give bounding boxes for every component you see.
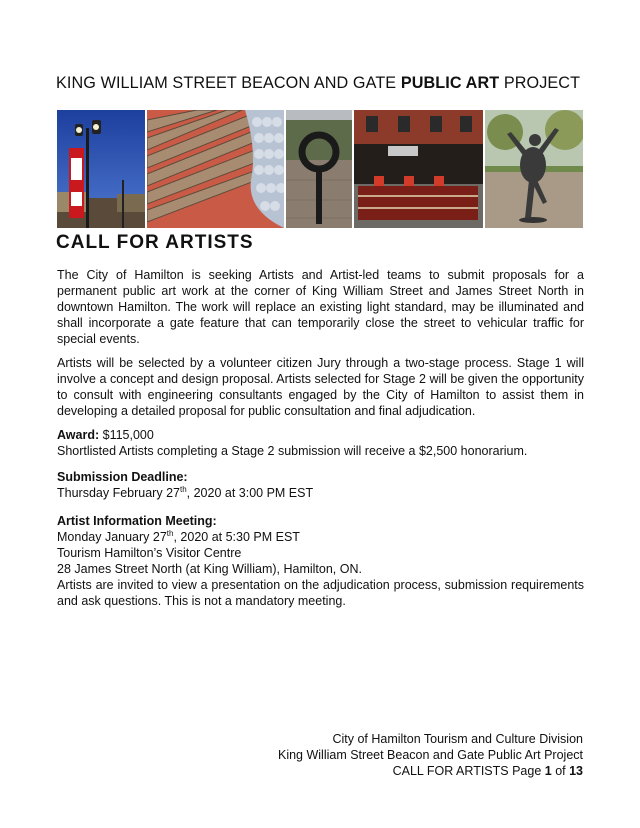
title-part1: KING WILLIAM STREET BEACON AND GATE: [56, 74, 401, 92]
award-section: [57, 427, 584, 459]
call-for-artists-heading: CALL FOR ARTISTS: [56, 232, 254, 253]
meeting-section: [57, 513, 584, 609]
ring-sculpture-photo: [286, 110, 352, 228]
deadline-label: Submission Deadline:: [57, 470, 188, 484]
deadline-section: [57, 469, 584, 501]
intro-paragraph-2: [57, 355, 584, 419]
photo-strip: [57, 110, 583, 228]
award-label: Award:: [57, 428, 100, 442]
footer-project: King William Street Beacon and Gate Public Art Project: [277, 748, 583, 762]
meeting-label: Artist Information Meeting:: [57, 514, 217, 528]
meeting-date: Monday January 27th, 2020 at 5:30 PM EST: [57, 528, 300, 544]
page-footer: [278, 731, 583, 779]
bench-sculpture-photo: [147, 110, 284, 228]
deadline-date: Thursday February 27th, 2020 at 3:00 PM EST: [57, 484, 314, 500]
footer-division: City of Hamilton Tourism and Culture Division: [332, 732, 583, 746]
paragraph-text: The City of Hamilton is seeking Artists and Artist-led teams to submit proposals for a permanent public art work at the corner of King William Street and James Street North in downtown Hamilton. The work will replace an existing light standard, may be illuminated and shall incorporate a gate feature that can temporarily close the street to vehicular traffic for special events.: [57, 268, 584, 346]
storefront-patio-photo: [354, 110, 483, 228]
title-part2: PROJECT: [499, 74, 581, 92]
award-value: $115,000: [99, 428, 154, 442]
document-title: [56, 74, 580, 93]
meeting-address: 28 James Street North (at King William), Hamilton, ON.: [57, 562, 362, 576]
intro-paragraph-1: [57, 267, 584, 347]
title-bold: PUBLIC ART: [400, 74, 500, 92]
award-note: Shortlisted Artists completing a Stage 2 submission will receive a $2,500 honorarium.: [57, 444, 528, 458]
footer-page-number: CALL FOR ARTISTS Page 1 of 13: [392, 764, 583, 778]
dancing-figure-photo: [485, 110, 583, 228]
paragraph-text: Artists will be selected by a volunteer citizen Jury through a two-stage process. Stage 1 will involve a concept and design proposal. Artists selected for Stage 2 will be given the opportunity to consult with engineering consultants engaged by the City of Hamilton to assist them in developing a detailed proposal for public consultation and final adjudication.: [57, 356, 584, 418]
street-lamp-photo: [57, 110, 145, 228]
meeting-note: Artists are invited to view a presentation on the adjudication process, submission requirements and ask questions. This is not a mandatory meeting.: [57, 578, 584, 608]
meeting-venue: Tourism Hamilton’s Visitor Centre: [57, 546, 242, 560]
